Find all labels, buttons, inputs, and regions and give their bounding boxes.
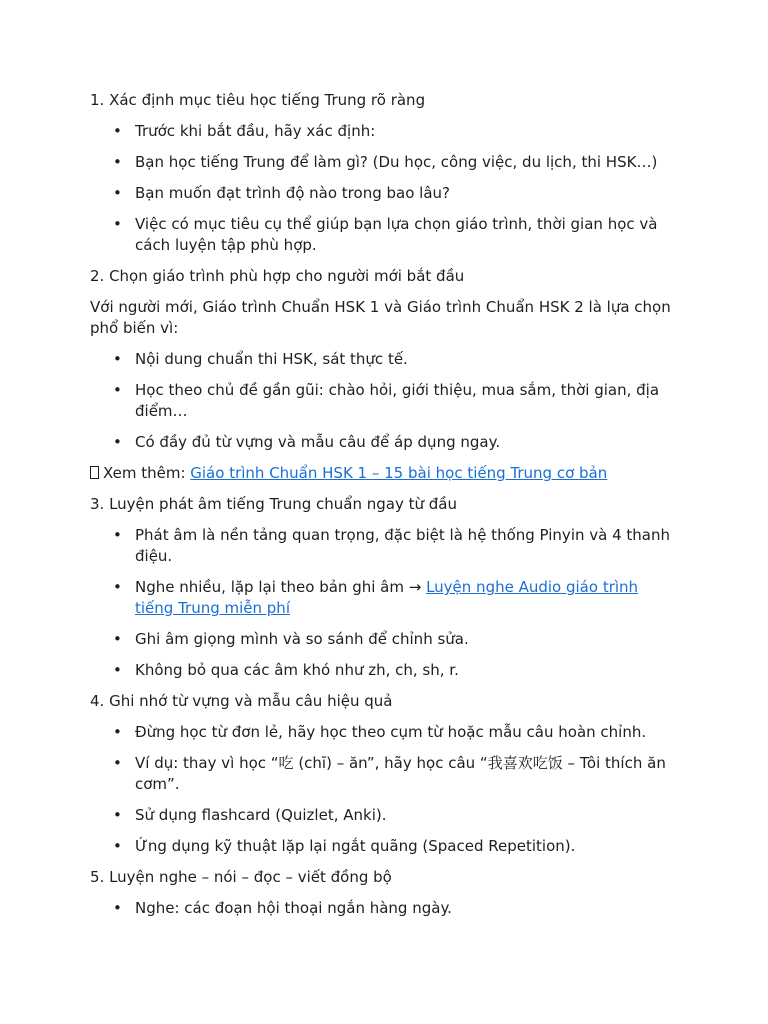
list-item: • Sử dụng flashcard (Quizlet, Anki).: [113, 806, 387, 824]
section-4-list: [90, 722, 680, 857]
bullet-icon: •: [113, 578, 122, 596]
section-3-list: [90, 525, 680, 681]
bullet-icon: •: [113, 837, 122, 855]
list-item: • Trước khi bắt đầu, hãy xác định:: [113, 122, 376, 140]
missing-glyph-icon: [90, 466, 99, 479]
bullet-icon: •: [113, 526, 122, 544]
bullet-icon: •: [113, 433, 122, 451]
hsk1-course-link[interactable]: Giáo trình Chuẩn HSK 1 – 15 bài học tiếng Trung cơ bản: [190, 464, 608, 482]
section-2-intro: Với người mới, Giáo trình Chuẩn HSK 1 và Giáo trình Chuẩn HSK 2 là lựa chọn phổ biến vì:: [90, 298, 671, 337]
see-more-prefix: Xem thêm:: [103, 464, 191, 482]
section-heading-4: 4. Ghi nhớ từ vựng và mẫu câu hiệu quả: [90, 692, 393, 710]
list-item: • Ghi âm giọng mình và so sánh để chỉnh sửa.: [113, 630, 469, 648]
list-item: • Nghe: các đoạn hội thoại ngắn hàng ngày.: [113, 899, 452, 917]
section-heading-2: 2. Chọn giáo trình phù hợp cho người mới bắt đầu: [90, 267, 465, 285]
list-item: • Có đầy đủ từ vựng và mẫu câu để áp dụng ngay.: [113, 433, 501, 451]
bullet-icon: •: [113, 381, 122, 399]
document-body: [90, 90, 680, 929]
list-item: • Bạn học tiếng Trung để làm gì? (Du học, công việc, du lịch, thi HSK…): [113, 153, 658, 171]
section-2-list: [90, 349, 680, 453]
section-5-list: [90, 898, 680, 919]
bullet-icon: •: [113, 661, 122, 679]
bullet-icon: •: [113, 806, 122, 824]
bullet-icon: •: [113, 899, 122, 917]
section-heading-1: 1. Xác định mục tiêu học tiếng Trung rõ ràng: [90, 91, 426, 109]
see-more-line: [90, 463, 680, 484]
list-item: • Nội dung chuẩn thi HSK, sát thực tế.: [113, 350, 408, 368]
list-item: • Đừng học từ đơn lẻ, hãy học theo cụm từ hoặc mẫu câu hoàn chỉnh.: [113, 723, 647, 741]
list-item: • Ứng dụng kỹ thuật lặp lại ngắt quãng (Spaced Repetition).: [113, 837, 576, 855]
bullet-icon: •: [113, 184, 122, 202]
bullet-icon: •: [113, 122, 122, 140]
list-item: • Ví dụ: thay vì học “吃 (chī) – ăn”, hãy học câu “我喜欢吃饭 – Tôi thích ăn cơm”.: [113, 754, 666, 793]
list-item: • Không bỏ qua các âm khó như zh, ch, sh, r.: [113, 661, 459, 679]
section-heading-3: 3. Luyện phát âm tiếng Trung chuẩn ngay từ đầu: [90, 495, 457, 513]
bullet-icon: •: [113, 153, 122, 171]
list-item: • Việc có mục tiêu cụ thể giúp bạn lựa chọn giáo trình, thời gian học và cách luyện tập phù hợp.: [113, 215, 658, 254]
section-heading-5: 5. Luyện nghe – nói – đọc – viết đồng bộ: [90, 868, 392, 886]
list-item: • Học theo chủ đề gần gũi: chào hỏi, giới thiệu, mua sắm, thời gian, địa điểm…: [113, 381, 660, 420]
list-item: • Bạn muốn đạt trình độ nào trong bao lâu?: [113, 184, 450, 202]
list-item: [90, 577, 680, 619]
section-1-list: [90, 121, 680, 256]
bullet-icon: •: [113, 754, 122, 772]
bullet-icon: •: [113, 350, 122, 368]
bullet-icon: •: [113, 723, 122, 741]
audio-listening-link[interactable]: Luyện nghe Audio giáo trình tiếng Trung miễn phí: [135, 578, 639, 617]
bullet-icon: •: [113, 630, 122, 648]
list-item: • Phát âm là nền tảng quan trọng, đặc biệt là hệ thống Pinyin và 4 thanh điệu.: [113, 526, 670, 565]
listen-item-prefix: Nghe nhiều, lặp lại theo bản ghi âm →: [135, 578, 427, 596]
bullet-icon: •: [113, 215, 122, 233]
